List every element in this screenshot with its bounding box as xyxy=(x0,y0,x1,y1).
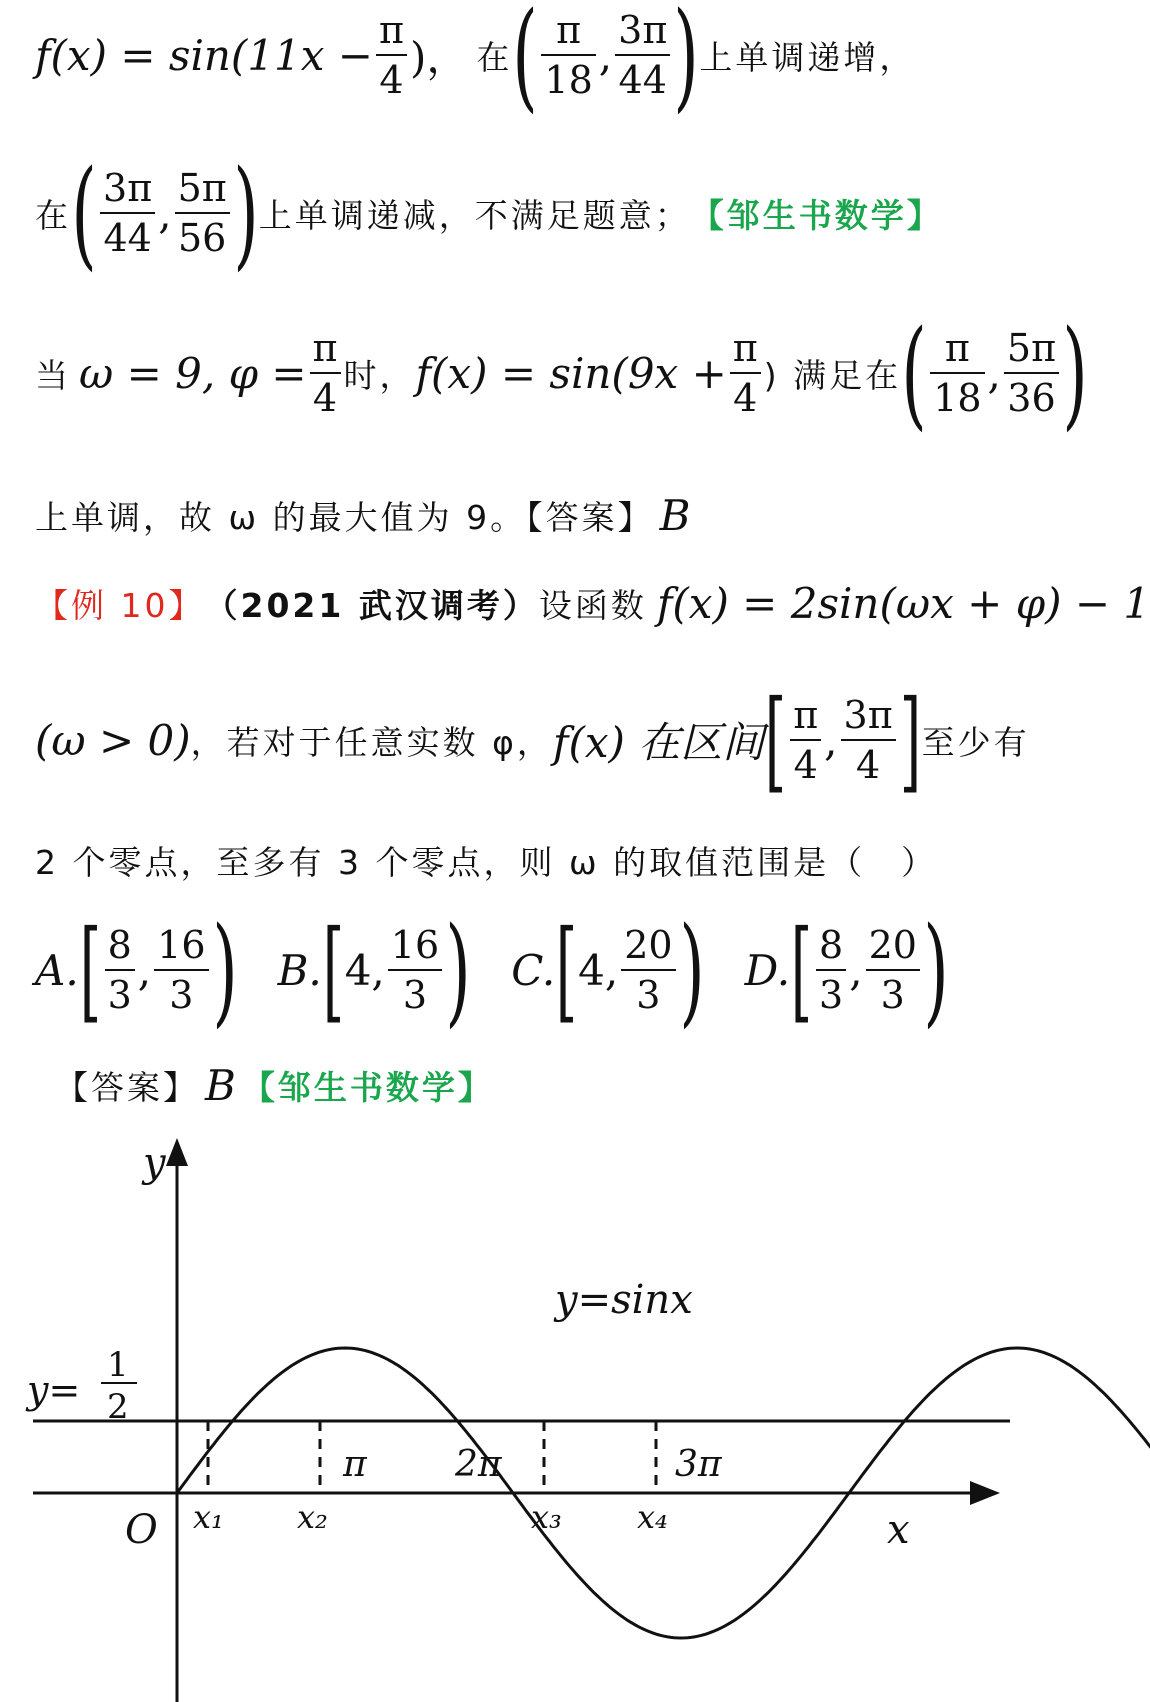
function-expression: f(x) = 2sin(ωx + φ) − 1 xyxy=(656,578,1150,628)
brand-tag: 【邹生书数学】 xyxy=(690,195,943,235)
fraction: $\frac{\pi}{18}$ xyxy=(930,324,984,422)
text: 时， xyxy=(343,355,416,395)
function-expression: f(x) = sin(11x − xyxy=(35,30,373,80)
x-axis-label: x xyxy=(887,1507,910,1553)
close-paren: )， xyxy=(409,33,469,82)
origin-label: O xyxy=(125,1507,158,1553)
y-axis-arrow-icon xyxy=(166,1138,188,1166)
text: 在 xyxy=(476,37,513,77)
option-d: D. [ $\frac{8}{3}$ , $\frac{20}{3}$ ) xyxy=(744,901,949,1039)
three-pi-label: 3π xyxy=(675,1444,722,1485)
option-b: B. [ 4, $\frac{16}{3}$ ) xyxy=(277,901,471,1039)
solution-line-4 xyxy=(35,485,690,545)
text: 当 xyxy=(35,355,71,395)
pi-label: π xyxy=(343,1444,367,1485)
x-axis-arrow-icon xyxy=(970,1481,1000,1505)
text: 上单调递减，不满足题意； xyxy=(258,195,691,235)
source-tag: （2021 武汉调考） xyxy=(204,585,539,625)
answer-line xyxy=(55,1055,494,1115)
solution-line-2: 在 ( $\frac{3\pi}{44}$ , $\frac{5\pi}{56}$ ) 上单调递减，不满足题意； 【邹生书数学】 xyxy=(35,144,943,282)
solution-line-1: f(x) = sin(11x − $\frac{\pi}{4}$ )， 在 ( $\frac{\pi}{18}$ , $\frac{3\pi}{44}$ ) 上单调递增， xyxy=(35,0,916,124)
example-tag: 【例 10】 xyxy=(35,585,205,625)
option-c: C. [ 4, $\frac{20}{3}$ ) xyxy=(511,901,705,1039)
curve-label: y=sinx xyxy=(555,1277,693,1323)
function-expression: f(x) 在区间 xyxy=(552,718,765,767)
hline-label: y= xyxy=(27,1368,81,1412)
fraction: $\frac{\pi}{4}$ xyxy=(310,324,341,422)
problem-line-3 xyxy=(35,830,937,890)
fraction: $\frac{3\pi}{44}$ xyxy=(615,6,670,104)
fraction: $\frac{\pi}{18}$ xyxy=(541,6,595,104)
text: ，若对于任意实数 φ， xyxy=(190,722,553,762)
example-header xyxy=(35,568,1150,638)
fraction: $\frac{\pi}{4}$ xyxy=(790,691,821,789)
solution-line-3: 当 ω = 9, φ = $\frac{\pi}{4}$ 时， f(x) = sin(9x + $\frac{\pi}{4}$ ) 满足在 ( $\frac{\pi}{18}$ , $\frac{5\pi}{36}$ ) xyxy=(35,304,1088,442)
fraction: $\frac{3\pi}{4}$ xyxy=(841,691,896,789)
omega-condition: (ω > 0) xyxy=(35,715,191,765)
x3-label: x₃ xyxy=(531,1498,562,1536)
text: 上单调递增， xyxy=(699,37,916,77)
text: 【答案】 xyxy=(55,1067,199,1107)
fraction: $\frac{\pi}{4}$ xyxy=(376,6,407,104)
answer-letter: B xyxy=(205,1060,236,1110)
text: 在 xyxy=(35,195,71,235)
fraction: $\frac{5\pi}{36}$ xyxy=(1004,324,1059,422)
text: 设函数 xyxy=(538,585,647,625)
brand-tag: 【邹生书数学】 xyxy=(241,1067,494,1107)
text: 至少有 xyxy=(921,722,1030,762)
hline-frac-num: 1 xyxy=(107,1345,129,1385)
text: 上单调，故 ω 的最大值为 9。【答案】 xyxy=(35,497,654,537)
sine-graph xyxy=(25,1118,1025,1702)
text: ) 满足在 xyxy=(763,355,902,395)
x1-label: x₁ xyxy=(193,1498,224,1536)
problem-line-2: (ω > 0) ，若对于任意实数 φ， f(x) 在区间 [ $\frac{\pi}{4}$ , $\frac{3\pi}{4}$ ] 至少有 xyxy=(35,676,1030,804)
omega-phi: ω = 9, φ = xyxy=(79,348,307,398)
x2-label: x₂ xyxy=(297,1498,328,1536)
options-row xyxy=(35,901,989,1039)
text: 2 个零点，至多有 3 个零点，则 ω 的取值范围是（ ） xyxy=(35,842,938,882)
option-a: A. [ $\frac{8}{3}$ , $\frac{16}{3}$ ) xyxy=(35,901,238,1039)
fraction: $\frac{3\pi}{44}$ xyxy=(100,164,155,262)
answer-letter: B xyxy=(659,490,691,540)
fraction: $\frac{\pi}{4}$ xyxy=(730,324,761,422)
fraction: $\frac{5\pi}{56}$ xyxy=(175,164,230,262)
x4-label: x₄ xyxy=(637,1498,668,1536)
two-pi-label: 2π xyxy=(455,1444,502,1485)
function-expression: f(x) = sin(9x + xyxy=(415,348,727,398)
hline-frac-den: 2 xyxy=(107,1387,129,1427)
y-axis-label: y xyxy=(143,1140,166,1186)
